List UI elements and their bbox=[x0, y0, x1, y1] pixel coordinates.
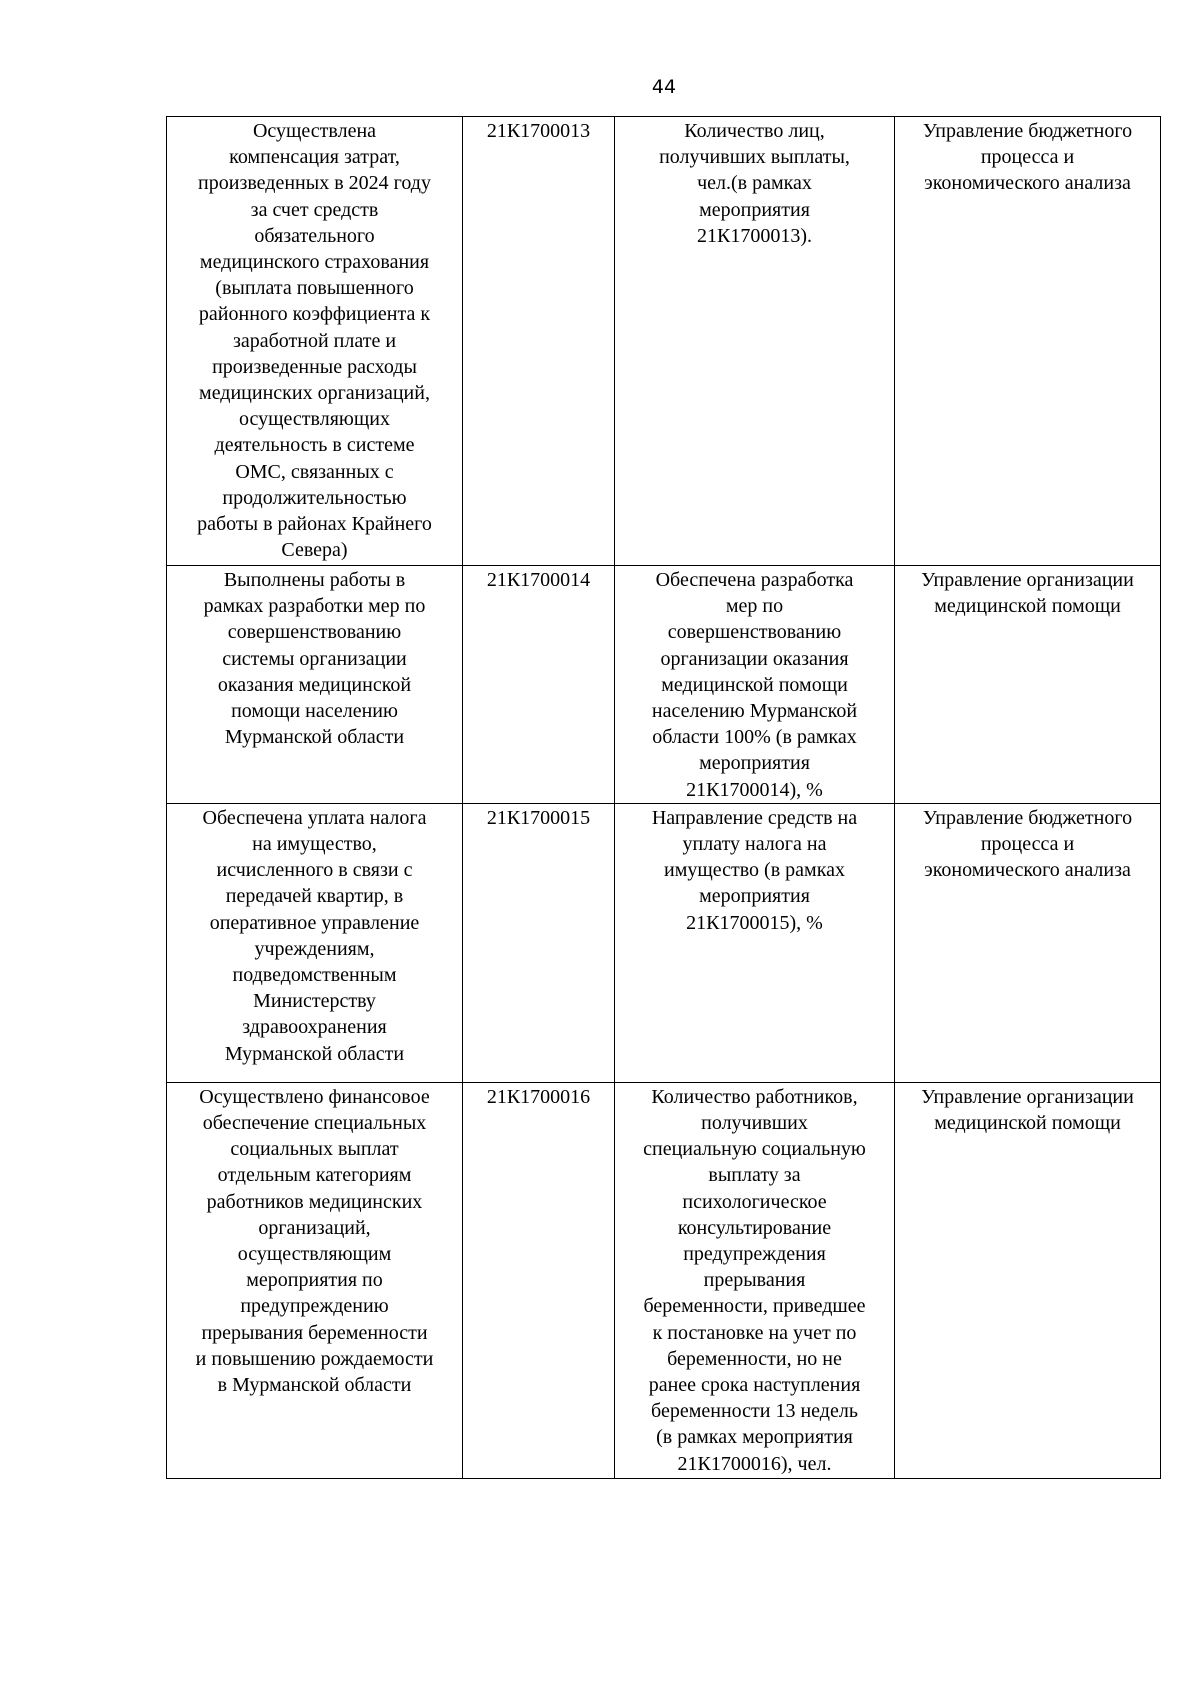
cell-text-line: Выполнены работы в bbox=[223, 569, 406, 591]
cell-text-line: психологическое bbox=[682, 1190, 827, 1213]
result-cell bbox=[167, 1082, 463, 1478]
cell-text-line: чел.(в рамках bbox=[697, 172, 812, 195]
cell-text-line: помощи населению bbox=[231, 700, 398, 723]
cell-text-line: Количество лиц, bbox=[684, 120, 825, 142]
cell-text-line: продолжительностью bbox=[222, 486, 407, 509]
cell-text-line: беременности, приведшее bbox=[643, 1295, 866, 1318]
page-number: 44 bbox=[651, 76, 677, 98]
cell-text-line: здравоохранения bbox=[242, 1016, 387, 1039]
cell-text-line: (в рамках мероприятия bbox=[656, 1426, 853, 1449]
cell-text-line: беременности, но не bbox=[667, 1347, 842, 1370]
cell-text-line: предупреждению bbox=[240, 1295, 389, 1318]
department-cell bbox=[895, 117, 1161, 566]
cell-text-line: Обеспечена уплата налога bbox=[202, 806, 427, 829]
cell-text-line: заработной плате и bbox=[232, 329, 397, 352]
cell-text-line: беременности 13 недель bbox=[651, 1400, 858, 1423]
department-cell bbox=[895, 1082, 1161, 1478]
cell-text-line: 21К1700014), % bbox=[686, 778, 823, 801]
cell-text-line: оперативное управление bbox=[209, 911, 420, 934]
cell-text-line: предупреждения bbox=[683, 1243, 826, 1266]
cell-text-line: организаций, bbox=[258, 1216, 371, 1239]
cell-text-line: Управление организации bbox=[921, 569, 1134, 591]
cell-text-line: районного коэффициента к bbox=[198, 303, 431, 326]
department-cell bbox=[895, 566, 1161, 804]
cell-text-line: прерывания беременности bbox=[201, 1321, 428, 1344]
cell-text-line: Управление бюджетного bbox=[922, 806, 1133, 829]
cell-text-line: деятельность в системе bbox=[214, 434, 415, 457]
cell-text-line: ранее срока наступления bbox=[648, 1374, 861, 1397]
cell-text-line: произведенных в 2024 году bbox=[198, 172, 431, 195]
indicator-cell bbox=[615, 117, 895, 566]
cell-text-line: компенсация затрат, bbox=[229, 146, 400, 169]
cell-text-line: 21К1700015), % bbox=[686, 911, 823, 934]
cell-text-line: Министерству bbox=[253, 990, 376, 1013]
cell-text-line: Мурманской области bbox=[224, 1042, 405, 1065]
cell-text-line: совершенствованию bbox=[667, 621, 842, 644]
cell-text-line: (выплата повышенного bbox=[215, 277, 414, 300]
cell-text-line: области 100% (в рамках bbox=[652, 726, 857, 749]
cell-text-line: системы организации bbox=[222, 647, 407, 670]
cell-text-line: медицинской помощи bbox=[934, 1112, 1121, 1135]
cell-text-line: процесса и bbox=[980, 833, 1075, 856]
cell-text-line: работы в районах Крайнего bbox=[197, 513, 432, 536]
cell-text-line: медицинской помощи bbox=[934, 595, 1121, 618]
cell-text-line: мероприятия bbox=[699, 752, 810, 775]
result-cell bbox=[167, 803, 463, 1082]
table-row bbox=[167, 1082, 1161, 1478]
cell-text-line: за счет средств bbox=[250, 198, 379, 221]
cell-text-line: получивших bbox=[701, 1112, 808, 1135]
cell-text-line: экономического анализа bbox=[924, 172, 1131, 195]
table-body bbox=[167, 117, 1161, 1479]
cell-text-line: медицинских организаций, bbox=[199, 382, 430, 405]
cell-text-line: имущество (в рамках bbox=[664, 859, 845, 882]
cell-text-line: медицинской помощи bbox=[661, 673, 848, 696]
cell-text-line: консультирование bbox=[677, 1216, 832, 1239]
cell-text-line: учреждениям, bbox=[254, 937, 375, 960]
table-row bbox=[167, 803, 1161, 1082]
code-cell: 21К1700013 bbox=[463, 117, 615, 566]
cell-text-line: прерывания bbox=[703, 1269, 806, 1292]
cell-text-line: мероприятия bbox=[699, 885, 810, 908]
cell-text-line: получивших выплаты, bbox=[659, 146, 850, 169]
cell-text-line: произведенные расходы bbox=[212, 355, 417, 378]
cell-text-line: ОМС, связанных с bbox=[235, 460, 394, 483]
cell-text-line: населению Мурманской bbox=[651, 700, 858, 723]
cell-text-line: 21К1700016), чел. bbox=[677, 1452, 832, 1475]
result-cell bbox=[167, 117, 463, 566]
indicator-cell bbox=[615, 566, 895, 804]
cell-text-line: к постановке на учет по bbox=[652, 1321, 857, 1344]
cell-text-line: организации оказания bbox=[660, 647, 849, 670]
cell-text-line: мероприятия по bbox=[246, 1269, 383, 1292]
cell-text-line: социальных выплат bbox=[230, 1138, 399, 1161]
code-cell: 21К1700014 bbox=[463, 566, 615, 804]
cell-text-line: специальную социальную bbox=[643, 1138, 866, 1161]
cell-text-line: в Мурманской области bbox=[217, 1374, 412, 1397]
cell-text-line: передачей квартир, в bbox=[225, 885, 404, 908]
cell-text-line: подведомственным bbox=[232, 964, 397, 987]
cell-text-line: на имущество, bbox=[252, 833, 377, 856]
code-cell: 21К1700016 bbox=[463, 1082, 615, 1478]
cell-text-line: и повышению рождаемости bbox=[195, 1347, 434, 1370]
cell-text-line: отдельным категориям bbox=[217, 1164, 412, 1187]
cell-text-line: экономического анализа bbox=[924, 859, 1131, 882]
code-cell: 21К1700015 bbox=[463, 803, 615, 1082]
table-row bbox=[167, 566, 1161, 804]
cell-text-line: мероприятия bbox=[699, 198, 810, 221]
cell-text-line: Осуществлено финансовое bbox=[199, 1085, 430, 1108]
result-cell bbox=[167, 566, 463, 804]
cell-text-line: Обеспечена разработка bbox=[655, 569, 854, 591]
indicator-cell bbox=[615, 803, 895, 1082]
cell-text-line: Управление бюджетного bbox=[922, 120, 1133, 142]
cell-text-line: обязательного bbox=[254, 224, 375, 247]
cell-text-line: осуществляющих bbox=[239, 408, 390, 431]
cell-text-line: Осуществлена bbox=[252, 120, 377, 142]
cell-text-line: Направление средств на bbox=[651, 806, 858, 829]
cell-text-line: Севера) bbox=[281, 539, 348, 562]
cell-text-line: 21К1700013). bbox=[697, 224, 812, 247]
cell-text-line: исчисленного в связи с bbox=[216, 859, 413, 882]
table-row bbox=[167, 117, 1161, 566]
cell-text-line: Количество работников, bbox=[651, 1085, 858, 1108]
cell-text-line: мер по bbox=[725, 595, 784, 618]
cell-text-line: оказания медицинской bbox=[217, 673, 412, 696]
cell-text-line: Управление организации bbox=[921, 1085, 1134, 1108]
indicator-cell bbox=[615, 1082, 895, 1478]
cell-text-line: выплату за bbox=[708, 1164, 801, 1187]
cell-text-line: Мурманской области bbox=[224, 726, 405, 749]
events-table bbox=[166, 116, 1161, 1479]
department-cell bbox=[895, 803, 1161, 1082]
cell-text-line: работников медицинских bbox=[206, 1190, 423, 1213]
cell-text-line: процесса и bbox=[980, 146, 1075, 169]
cell-text-line: рамках разработки мер по bbox=[203, 595, 426, 618]
cell-text-line: совершенствованию bbox=[227, 621, 402, 644]
cell-text-line: осуществляющим bbox=[237, 1243, 392, 1266]
cell-text-line: медицинского страхования bbox=[199, 251, 430, 274]
cell-text-line: обеспечение специальных bbox=[202, 1112, 427, 1135]
cell-text-line: уплату налога на bbox=[682, 833, 827, 856]
